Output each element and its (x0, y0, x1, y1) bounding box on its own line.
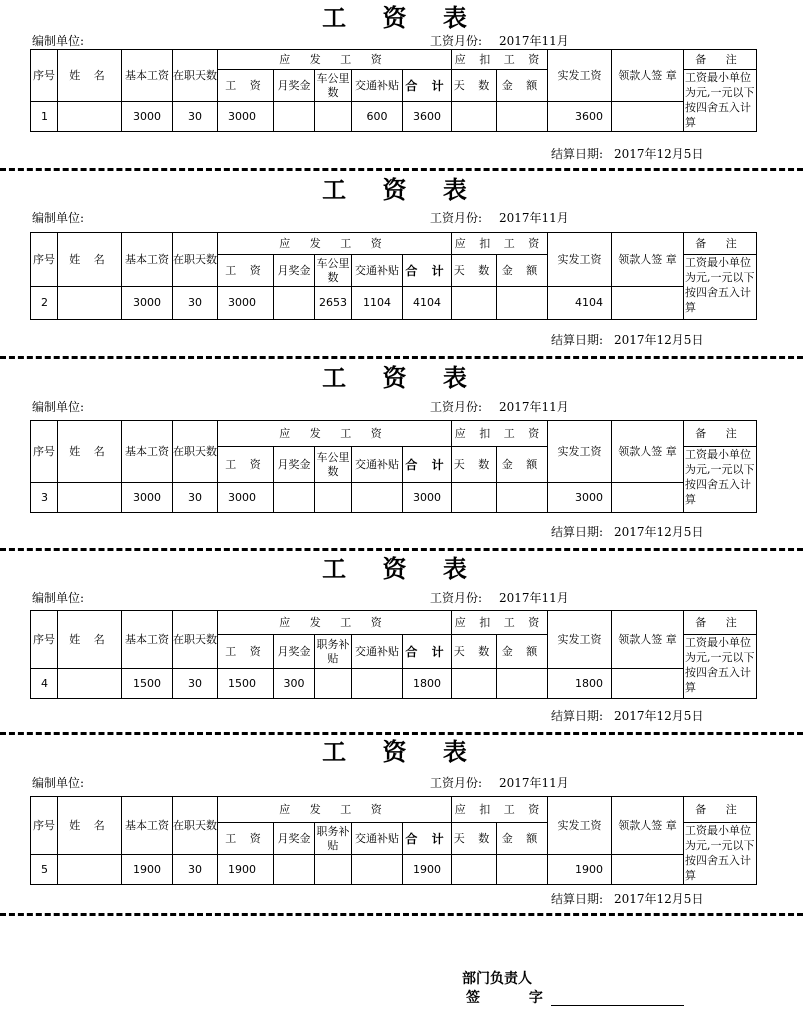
cell-bonus (274, 855, 315, 885)
cell-ded-days (452, 855, 497, 885)
payroll-table (30, 796, 757, 885)
header-seq: 序号 (31, 233, 58, 287)
cell-net: 3600 (548, 102, 612, 132)
header-payable: 应 发 工 资 (218, 611, 452, 635)
month-label: 工资月份: (430, 400, 483, 414)
cell-seq: 5 (31, 855, 58, 885)
signature-label: 签 字 (466, 990, 565, 1006)
cell-name (58, 855, 122, 885)
header-ded-amount: 金 额 (497, 635, 548, 669)
cell-base: 3000 (122, 287, 173, 320)
header-ded-days: 天 数 (452, 255, 497, 287)
remark-note: 工资最小单位为元,一元以下按四舍五入计算 (684, 823, 757, 885)
header-col3: 职务补贴 (315, 635, 352, 669)
cell-bonus (274, 483, 315, 513)
header-receiver: 领款人签 章 (612, 797, 684, 855)
cell-receiver (612, 483, 684, 513)
settle-label: 结算日期: (551, 147, 604, 161)
header-seq: 序号 (31, 50, 58, 102)
month-label: 工资月份: (430, 34, 483, 48)
header-total: 合 计 (403, 255, 452, 287)
header-ded-amount: 金 额 (497, 823, 548, 855)
header-name: 姓 名 (58, 797, 122, 855)
remark-note: 工资最小单位为元,一元以下按四舍五入计算 (684, 255, 757, 320)
cell-transport (352, 855, 403, 885)
cell-ded-days (452, 483, 497, 513)
header-name: 姓 名 (58, 233, 122, 287)
cell-net: 4104 (548, 287, 612, 320)
month-value: 2017年11月 (499, 400, 569, 414)
dept-head-label: 部门负责人 (462, 971, 532, 987)
cell-total: 3600 (403, 102, 452, 132)
header-seq: 序号 (31, 611, 58, 669)
header-bonus: 月奖金 (274, 635, 315, 669)
payroll-table (30, 232, 757, 320)
settle-value: 2017年12月5日 (614, 525, 704, 539)
header-seq: 序号 (31, 421, 58, 483)
cell-wage: 3000 (218, 483, 274, 513)
header-bonus: 月奖金 (274, 823, 315, 855)
header-payable: 应 发 工 资 (218, 233, 452, 255)
header-ded-amount: 金 额 (497, 447, 548, 483)
cell-transport: 1104 (352, 287, 403, 320)
header-transport: 交通补贴 (352, 255, 403, 287)
month-label: 工资月份: (430, 211, 483, 225)
settle-label: 结算日期: (551, 892, 604, 906)
cut-line-divider (0, 913, 803, 916)
cell-col3 (315, 102, 352, 132)
header-total: 合 计 (403, 823, 452, 855)
header-note: 备 注 (684, 421, 757, 447)
header-total: 合 计 (403, 447, 452, 483)
header-payable: 应 发 工 资 (218, 50, 452, 70)
header-payable: 应 发 工 资 (218, 421, 452, 447)
header-base: 基本工资 (122, 233, 173, 287)
cell-bonus (274, 102, 315, 132)
cell-seq: 2 (31, 287, 58, 320)
remark-note: 工资最小单位为元,一元以下按四舍五入计算 (684, 635, 757, 699)
cell-days: 30 (173, 287, 218, 320)
cell-bonus: 300 (274, 669, 315, 699)
header-col3: 职务补贴 (315, 823, 352, 855)
header-transport: 交通补贴 (352, 635, 403, 669)
header-ded-days: 天 数 (452, 70, 497, 102)
header-bonus: 月奖金 (274, 255, 315, 287)
cell-wage: 3000 (218, 287, 274, 320)
cell-base: 1500 (122, 669, 173, 699)
cell-wage: 3000 (218, 102, 274, 132)
header-bonus: 月奖金 (274, 70, 315, 102)
header-receiver: 领款人签 章 (612, 421, 684, 483)
cell-col3 (315, 855, 352, 885)
cell-net: 3000 (548, 483, 612, 513)
cell-col3 (315, 483, 352, 513)
cell-ded-days (452, 669, 497, 699)
month-value: 2017年11月 (499, 34, 569, 48)
month-label: 工资月份: (430, 776, 483, 790)
cell-ded-days (452, 287, 497, 320)
header-days: 在职天数 (173, 611, 218, 669)
header-col3: 车公里数 (315, 70, 352, 102)
unit-label: 编制单位: (32, 34, 85, 48)
cut-line-divider (0, 356, 803, 359)
header-note: 备 注 (684, 50, 757, 70)
cell-bonus (274, 287, 315, 320)
cell-ded-amount (497, 287, 548, 320)
month-value: 2017年11月 (499, 591, 569, 605)
header-net: 实发工资 (548, 233, 612, 287)
header-net: 实发工资 (548, 611, 612, 669)
settle-label: 结算日期: (551, 333, 604, 347)
header-wage: 工 资 (218, 447, 274, 483)
header-name: 姓 名 (58, 50, 122, 102)
slip-title: 工 资 表 (322, 3, 481, 32)
cell-ded-amount (497, 855, 548, 885)
header-transport: 交通补贴 (352, 447, 403, 483)
header-net: 实发工资 (548, 421, 612, 483)
header-deduct: 应 扣 工 资 (452, 421, 548, 447)
cell-net: 1800 (548, 669, 612, 699)
header-ded-days: 天 数 (452, 447, 497, 483)
month-value: 2017年11月 (499, 211, 569, 225)
cell-seq: 4 (31, 669, 58, 699)
settle-value: 2017年12月5日 (614, 892, 704, 906)
cell-net: 1900 (548, 855, 612, 885)
cell-name (58, 102, 122, 132)
cell-name (58, 483, 122, 513)
header-transport: 交通补贴 (352, 70, 403, 102)
slip-title: 工 资 表 (322, 363, 481, 392)
cell-receiver (612, 102, 684, 132)
settle-value: 2017年12月5日 (614, 147, 704, 161)
cell-col3 (315, 669, 352, 699)
month-label: 工资月份: (430, 591, 483, 605)
slip-title: 工 资 表 (322, 554, 481, 583)
header-wage: 工 资 (218, 255, 274, 287)
cell-seq: 3 (31, 483, 58, 513)
cell-wage: 1900 (218, 855, 274, 885)
header-days: 在职天数 (173, 797, 218, 855)
cell-base: 3000 (122, 102, 173, 132)
header-total: 合 计 (403, 70, 452, 102)
header-receiver: 领款人签 章 (612, 611, 684, 669)
header-receiver: 领款人签 章 (612, 233, 684, 287)
cell-receiver (612, 855, 684, 885)
unit-label: 编制单位: (32, 776, 85, 790)
header-base: 基本工资 (122, 421, 173, 483)
cell-days: 30 (173, 855, 218, 885)
settle-label: 结算日期: (551, 525, 604, 539)
cell-total: 3000 (403, 483, 452, 513)
payroll-table (30, 420, 757, 513)
cell-total: 4104 (403, 287, 452, 320)
header-payable: 应 发 工 资 (218, 797, 452, 823)
cut-line-divider (0, 168, 803, 171)
header-wage: 工 资 (218, 70, 274, 102)
cell-wage: 1500 (218, 669, 274, 699)
payroll-table (30, 610, 757, 699)
cell-name (58, 287, 122, 320)
cell-receiver (612, 669, 684, 699)
cell-days: 30 (173, 669, 218, 699)
header-deduct: 应 扣 工 资 (452, 233, 548, 255)
header-base: 基本工资 (122, 797, 173, 855)
header-receiver: 领款人签 章 (612, 50, 684, 102)
header-days: 在职天数 (173, 50, 218, 102)
remark-note: 工资最小单位为元,一元以下按四舍五入计算 (684, 447, 757, 513)
cell-ded-amount (497, 102, 548, 132)
cell-ded-amount (497, 483, 548, 513)
cell-seq: 1 (31, 102, 58, 132)
header-deduct: 应 扣 工 资 (452, 50, 548, 70)
header-name: 姓 名 (58, 421, 122, 483)
cell-ded-amount (497, 669, 548, 699)
cell-base: 3000 (122, 483, 173, 513)
header-col3: 车公里数 (315, 447, 352, 483)
cell-total: 1800 (403, 669, 452, 699)
header-note: 备 注 (684, 797, 757, 823)
cell-name (58, 669, 122, 699)
header-transport: 交通补贴 (352, 823, 403, 855)
header-col3: 车公里数 (315, 255, 352, 287)
settle-value: 2017年12月5日 (614, 333, 704, 347)
slip-title: 工 资 表 (322, 737, 481, 766)
signature-line[interactable] (551, 1005, 684, 1006)
cell-ded-days (452, 102, 497, 132)
header-deduct: 应 扣 工 资 (452, 611, 548, 635)
header-wage: 工 资 (218, 635, 274, 669)
header-bonus: 月奖金 (274, 447, 315, 483)
cell-total: 1900 (403, 855, 452, 885)
cut-line-divider (0, 732, 803, 735)
remark-note: 工资最小单位为元,一元以下按四舍五入计算 (684, 70, 757, 132)
cell-transport (352, 483, 403, 513)
cell-days: 30 (173, 102, 218, 132)
month-value: 2017年11月 (499, 776, 569, 790)
header-base: 基本工资 (122, 611, 173, 669)
header-ded-amount: 金 额 (497, 255, 548, 287)
cell-transport: 600 (352, 102, 403, 132)
header-days: 在职天数 (173, 233, 218, 287)
header-deduct: 应 扣 工 资 (452, 797, 548, 823)
cut-line-divider (0, 548, 803, 551)
header-net: 实发工资 (548, 797, 612, 855)
cell-col3: 2653 (315, 287, 352, 320)
header-name: 姓 名 (58, 611, 122, 669)
header-net: 实发工资 (548, 50, 612, 102)
payroll-table (30, 49, 757, 132)
unit-label: 编制单位: (32, 591, 85, 605)
header-days: 在职天数 (173, 421, 218, 483)
cell-receiver (612, 287, 684, 320)
header-note: 备 注 (684, 233, 757, 255)
header-ded-amount: 金 额 (497, 70, 548, 102)
header-wage: 工 资 (218, 823, 274, 855)
unit-label: 编制单位: (32, 211, 85, 225)
header-ded-days: 天 数 (452, 635, 497, 669)
settle-label: 结算日期: (551, 709, 604, 723)
slip-title: 工 资 表 (322, 175, 481, 204)
settle-value: 2017年12月5日 (614, 709, 704, 723)
header-seq: 序号 (31, 797, 58, 855)
header-note: 备 注 (684, 611, 757, 635)
unit-label: 编制单位: (32, 400, 85, 414)
cell-days: 30 (173, 483, 218, 513)
cell-transport (352, 669, 403, 699)
header-base: 基本工资 (122, 50, 173, 102)
header-ded-days: 天 数 (452, 823, 497, 855)
header-total: 合 计 (403, 635, 452, 669)
cell-base: 1900 (122, 855, 173, 885)
